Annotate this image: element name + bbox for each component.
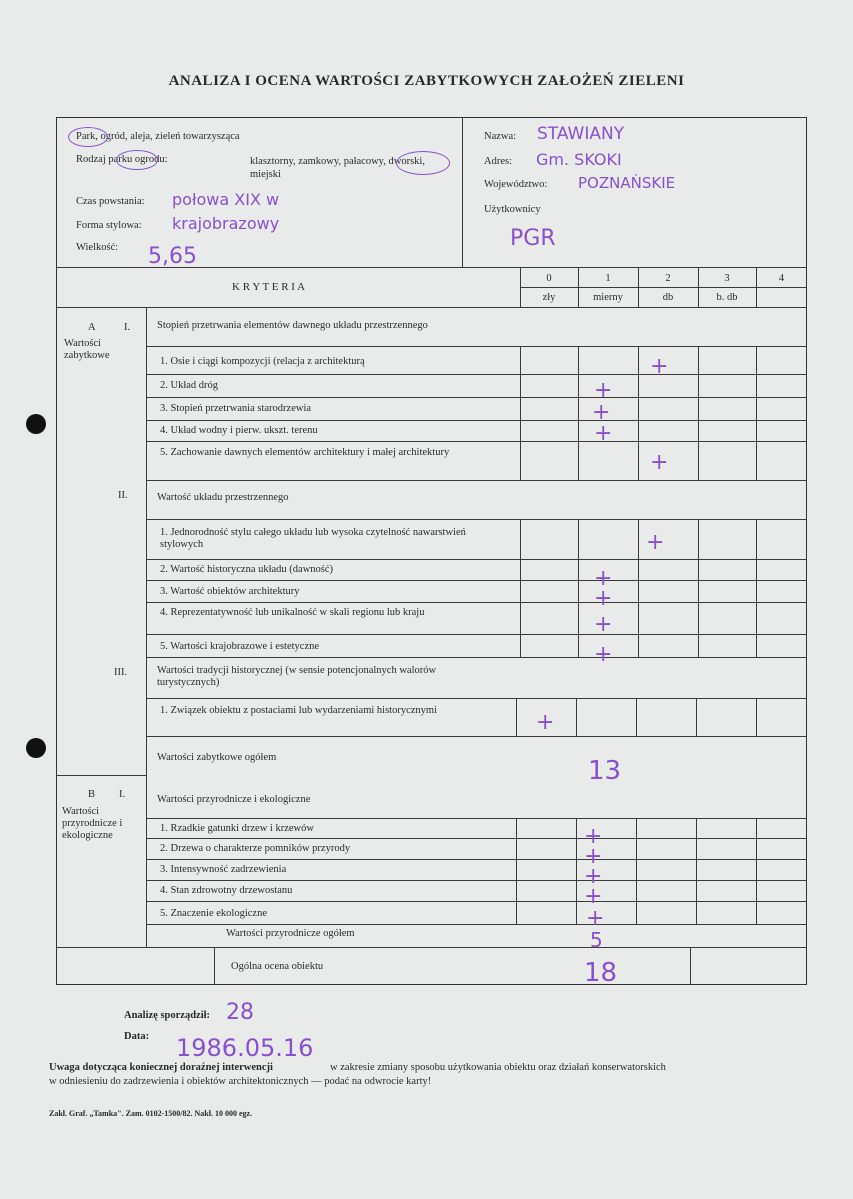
mark-b-4: + (584, 884, 603, 909)
mark-a-i-4: + (594, 421, 613, 446)
scale-3-num: 3 (724, 273, 730, 284)
criterion-a-i-2: 2. Układ dróg (160, 380, 219, 391)
scale-1-label: mierny (593, 292, 623, 303)
section-b-name: Wartości przyrodnicze i ekologiczne (62, 806, 123, 841)
criterion-b-3: 3. Intensywność zadrzewienia (160, 864, 287, 875)
circle-mark-dworski (396, 151, 450, 175)
punch-hole-top (26, 414, 46, 434)
criterion-b-4: 4. Stan zdrowotny drzewostanu (160, 885, 293, 896)
overall-value: 18 (584, 958, 618, 988)
uwaga-line2: w odniesieniu do zadrzewienia i obiektów architektonicznych — podać na odwrocie karty! (49, 1076, 432, 1087)
criterion-a-iii-1: 1. Związek obiektu z postaciami lub wydarzeniami historycznymi (160, 705, 437, 716)
overall-label: Ogólna ocena obiektu (231, 961, 324, 972)
scale-0-label: zły (542, 292, 556, 303)
scale-2-label: db (662, 292, 674, 303)
total-przyrodnicze-value: 5 (590, 928, 603, 952)
kryteria-label: K R Y T E R I A (232, 281, 306, 293)
criterion-b-5: 5. Znaczenie ekologiczne (160, 908, 267, 919)
total-przyrodnicze-label: Wartości przyrodnicze ogółem (226, 928, 355, 939)
page-title: ANALIZA I OCENA WARTOŚCI ZABYTKOWYCH ZAŁOŻEŃ ZIELENI (168, 73, 685, 89)
rodzaj-options: klasztorny, zamkowy, pałacowy, dworski, (250, 156, 425, 167)
wielkosc-label: Wielkość: (76, 242, 119, 253)
mark-a-i-2: + (594, 378, 613, 403)
rodzaj-label: Rodzaj parku ogrodu: (76, 154, 168, 165)
adres-value: Gm. SKOKI (536, 150, 622, 169)
criterion-a-i-4: 4. Układ wodny i pierw. ukszt. terenu (160, 425, 318, 436)
uwaga-rest: w zakresie zmiany sposobu użytkowania obiektu oraz działań konserwatorskich (330, 1062, 666, 1073)
section-b-i-title: Wartości przyrodnicze i ekologiczne (157, 794, 311, 805)
scale-0-num: 0 (546, 273, 552, 284)
data-label: Data: (124, 1031, 150, 1042)
wojewodztwo-label: Województwo: (484, 179, 548, 190)
mark-a-i-1: + (650, 354, 669, 379)
mark-a-i-3: + (592, 400, 611, 425)
mark-b-3: + (584, 864, 603, 889)
mark-b-1: + (584, 824, 603, 849)
criterion-b-2: 2. Drzewa o charakterze pomników przyrody (160, 843, 351, 854)
criterion-a-i-5: 5. Zachowanie dawnych elementów architektury i małej architektury (160, 447, 450, 458)
section-a-iii-roman: III. (114, 667, 128, 678)
total-zabytkowe-value: 13 (588, 756, 622, 786)
section-a-ii-title: Wartość układu przestrzennego (157, 492, 289, 503)
mark-b-5: + (586, 906, 605, 931)
mark-a-ii-2: + (594, 566, 613, 591)
section-a-ii-roman: II. (118, 490, 128, 501)
section-a-iii-title: Wartości tradycji historycznej (w sensie potencjonalnych walorów turystycznych) (157, 665, 437, 688)
nazwa-label: Nazwa: (484, 131, 517, 142)
mark-a-ii-1: + (646, 530, 665, 555)
scale-3-label: b. db (716, 292, 738, 303)
criterion-a-ii-3: 3. Wartość obiektów architektury (160, 586, 300, 597)
mark-a-ii-3: + (594, 586, 613, 611)
uwaga-bold: Uwaga dotycząca koniecznej doraźnej interwencji (49, 1062, 273, 1073)
analiza-label: Analizę sporządził: (124, 1010, 211, 1021)
criterion-a-ii-2: 2. Wartość historyczna układu (dawność) (160, 564, 334, 575)
analiza-signature: 28 (226, 1000, 254, 1025)
printer-footer: Zakł. Graf. „Tamka". Zam. 0102-1500/82. Nakł. 10 000 egz. (49, 1109, 253, 1118)
adres-label: Adres: (484, 156, 512, 167)
mark-a-i-5: + (650, 450, 669, 475)
total-zabytkowe-label: Wartości zabytkowe ogółem (157, 752, 277, 763)
section-a-roman: I. (124, 322, 131, 333)
criterion-a-i-1: 1. Osie i ciągi kompozycji (relacja z architekturą (160, 356, 365, 367)
nazwa-value: STAWIANY (537, 124, 625, 144)
circle-mark-park (68, 127, 108, 147)
mark-a-ii-4: + (594, 612, 613, 637)
punch-hole-bottom (26, 738, 46, 758)
criterion-a-i-3: 3. Stopień przetrwania starodrzewia (160, 403, 312, 414)
scale-4-num: 4 (778, 273, 785, 284)
criterion-a-ii-5: 5. Wartości krajobrazowe i estetyczne (160, 641, 320, 652)
data-value: 1986.05.16 (176, 1034, 314, 1062)
criterion-a-ii-4: 4. Reprezentatywność lub unikalność w skali regionu lub kraju (160, 607, 425, 618)
uzytkownicy-label: Użytkownicy (484, 204, 541, 215)
criterion-b-1: 1. Rzadkie gatunki drzew i krzewów (160, 823, 314, 834)
section-b-letter: B (88, 789, 96, 800)
mark-a-ii-5: + (594, 642, 613, 667)
mark-a-iii-1: + (536, 710, 555, 735)
wojewodztwo-value: POZNAŃSKIE (578, 174, 676, 192)
section-a-i-title: Stopień przetrwania elementów dawnego układu przestrzennego (157, 320, 428, 331)
section-b-roman: I. (119, 789, 126, 800)
rodzaj-options-2: miejski (250, 169, 281, 180)
wielkosc-value: 5,65 (148, 244, 197, 269)
uzytkownicy-value: PGR (510, 226, 556, 251)
czas-label: Czas powstania: (76, 196, 145, 207)
forma-label: Forma stylowa: (76, 220, 142, 231)
circle-mark-parku (116, 150, 158, 170)
scale-2-num: 2 (665, 273, 671, 284)
object-type-line: Park, ogród, aleja, zieleń towarzysząca (76, 131, 240, 142)
mark-b-2: + (584, 844, 603, 869)
scale-1-num: 1 (605, 273, 611, 284)
section-a-letter: A (88, 322, 96, 333)
czas-value: połowa XIX w (172, 190, 280, 209)
forma-value: krajobrazowy (172, 214, 280, 233)
section-a-name: Wartości zabytkowe (64, 338, 110, 361)
criterion-a-ii-1: 1. Jednorodność stylu całego układu lub wysoka czytelność nawarstwień stylowych (160, 527, 466, 550)
